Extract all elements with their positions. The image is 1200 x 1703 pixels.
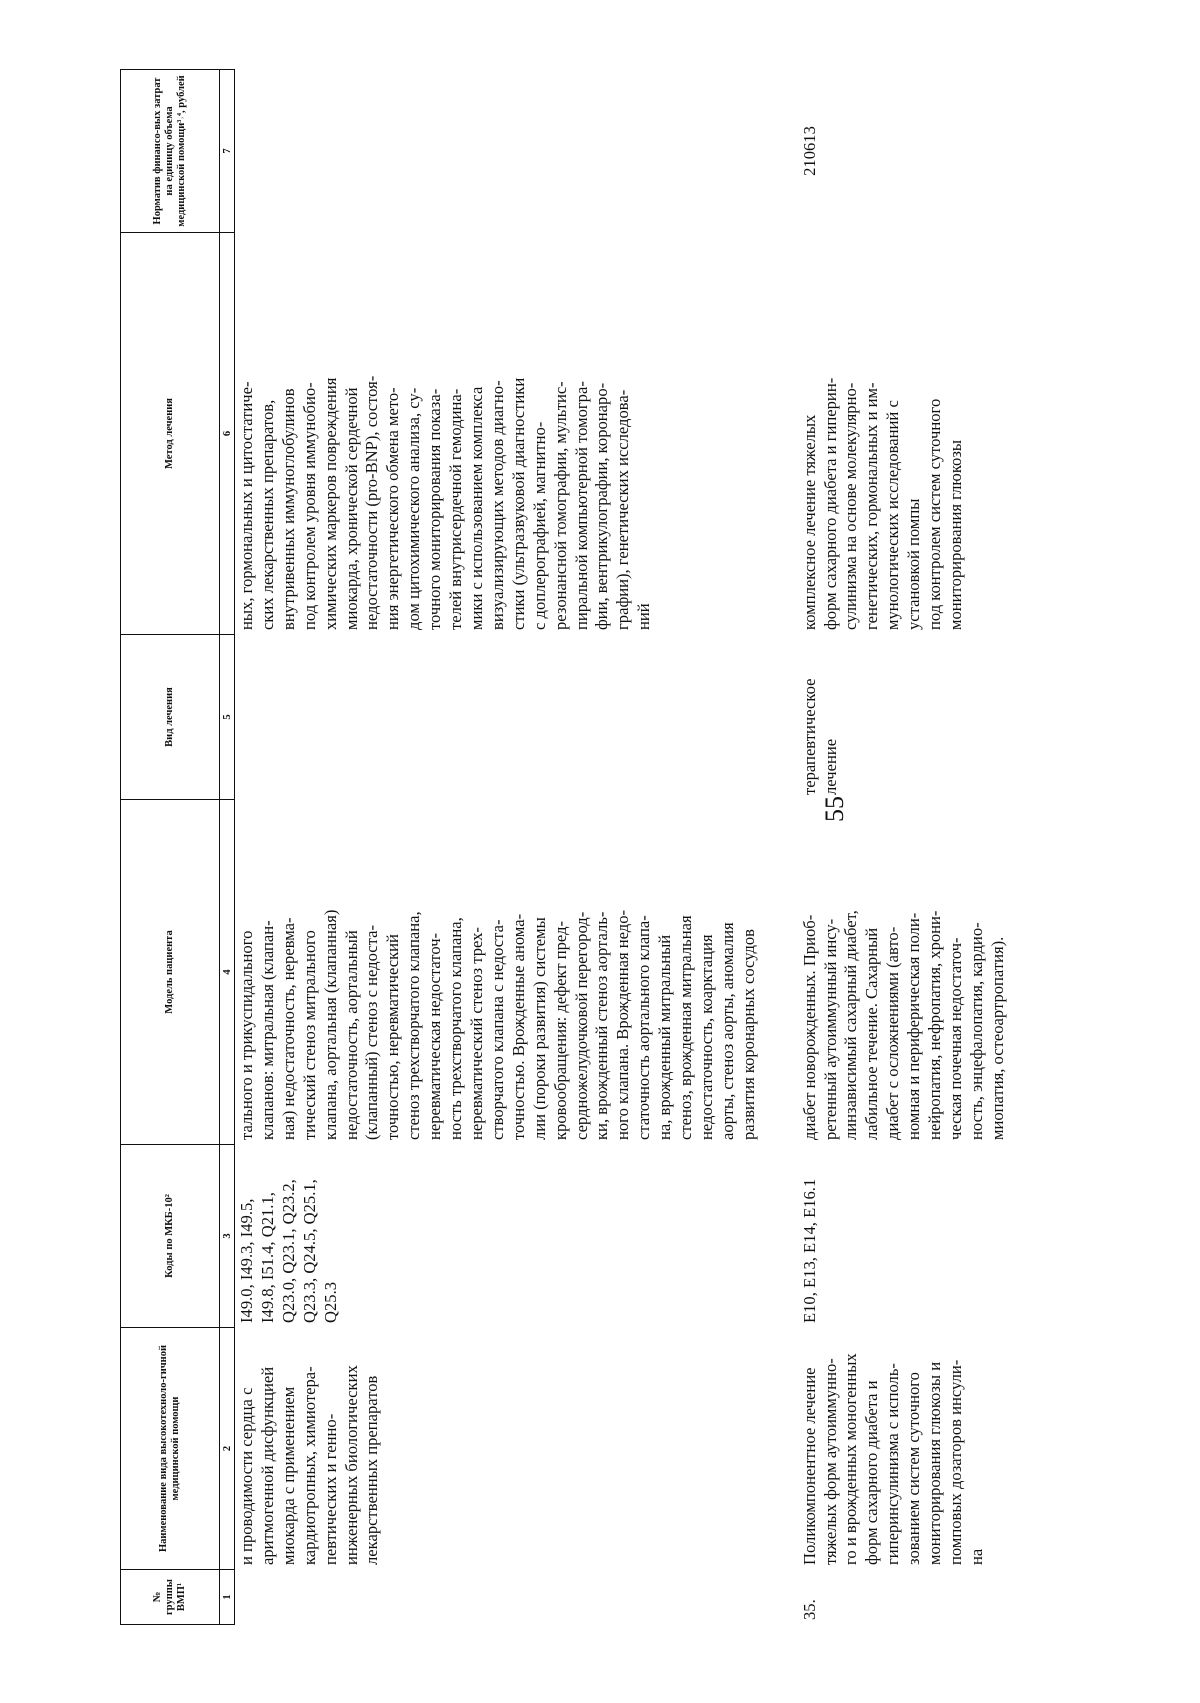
cell-text-line: недостаточность, аортальный [341,930,361,1140]
cell-text-line: ретенный аутоиммунный инсу- [820,918,840,1140]
column-number: 4 [220,800,235,1145]
cell-text-line: лии (пороки развития) системы [529,917,549,1140]
cell-text-line: установкой помпы [904,498,924,630]
cell-text-line: линзависимый сахарный диабет, [841,910,861,1140]
cell-text-line: неревматическая недостаточ- [425,932,445,1140]
cell-text-line: диабет с осложнениями (авто- [883,926,903,1140]
cell-text-line: химических маркеров повреждения [320,377,340,630]
cell-text-line: генетических, гормональных и им- [862,382,882,630]
cell-text-line: миопатия, остеоартропатия). [987,936,1007,1140]
cell-text-line: ность трехстворчатого клапана, [446,917,466,1140]
table-header-row [121,70,220,1625]
cell-text-line: комплексное лечение тяжелых [799,414,819,630]
cell-text-line: кардиотропных, химиотера- [299,1366,319,1565]
treatment-type-cell [798,635,1009,800]
column-number: 6 [220,233,235,635]
cell-text-line: развития коронарных сосудов [738,928,758,1140]
treatment-method-cell [798,233,1009,635]
cell-text-line: ния энергетического обмена мето- [383,387,403,630]
cost-norm-cell [235,70,760,233]
cell-text-line: певтических и генно- [320,1413,340,1565]
cell-text-line: статочность аортального клапа- [634,915,654,1140]
column-number: 1 [220,1570,235,1625]
cell-text-line: нейропатия, нефропатия, хрони- [925,910,945,1140]
cell-text-line: фии, вентрикулографии, коронаро- [592,382,612,630]
cell-text-line: форм сахарного диабета и [862,1380,882,1565]
header-cost-norm: Норматив финансо-вых затрат на единицу объема медицинской помощи³˒⁴, рублей [121,70,220,233]
cell-text-line: ческая почечная недостаточ- [946,937,965,1140]
treatment-method-cell [235,233,760,635]
cell-text-line: створчатого клапана с недоста- [487,919,507,1140]
cell-text-line: терапевтическое [799,678,819,795]
cell-text-line: миокарда с применением [278,1386,298,1565]
row-gap [760,70,798,1625]
cell-text-line: зованием систем суточного [904,1372,924,1565]
column-number: 2 [220,1328,235,1570]
cell-text-line: Q23.3, Q24.5, Q25.1, [299,1179,319,1323]
cell-text-line: клапанов: митральная (клапан- [257,920,277,1140]
cell-text-line: Поликомпонентное лечение [799,1367,819,1565]
group-number-cell [798,1570,1009,1625]
header-vmp-name: Наименование вида высокотехноло-гичной медицинской помощи [121,1328,220,1570]
table-body [235,70,1009,1625]
cell-text-line: клапана, аортальная (клапанная) [320,909,340,1140]
patient-model-cell [798,800,1009,1145]
cell-text-line: стеноз, врожденная митральная [676,915,696,1140]
cell-text-line: I49.0, I49.3, I49.5, [237,1198,256,1323]
cost-norm-cell [798,70,1009,233]
header-icd-codes: Коды по МКБ-10² [121,1145,220,1328]
cell-text-line: под контролем систем суточного [925,398,945,630]
cell-text: 210613 [799,126,819,176]
cell-text-line: ки, врожденный стеноз аорталь- [592,911,612,1140]
cell-text-line: дом цитохимического анализа, су- [404,387,424,630]
cell-text-line: форм сахарного диабета и гиперин- [820,377,840,630]
cell-text-line: аорты, стеноз аорты, аномалия [717,922,737,1140]
cell-text-line: стики (ультразвуковой диагностики [508,377,528,630]
cell-text-line: стеноз трехстворчатого клапана, [404,911,424,1140]
icd-codes-cell [798,1145,1009,1328]
column-number-row [220,70,235,1625]
cell-text-line: I49.8, I51.4, Q21.1, [257,1192,277,1323]
cell-text-line: под контролем уровня иммунобио- [299,382,319,630]
cell-text-line: ских лекарственных препаратов, [257,399,277,630]
cell-text-line: на [966,1548,986,1565]
vmp-name-cell [798,1328,1009,1570]
cell-text-line: сердножелудочковой перегород- [571,911,591,1140]
page-number: 55 [820,796,849,822]
cell-text-line: го и врожденных моногенных [841,1353,861,1565]
cell-text-line: лабильное течение. Сахарный [862,927,882,1140]
cell-text-line: ность, энцефалопатия, кардио- [966,922,986,1140]
rotated-table-page [120,70,1200,1625]
header-group-number: № группы ВМП¹ [121,1570,220,1625]
cell-text-line: тяжелых форм аутоиммунно- [820,1358,840,1565]
header-treatment-type: Вид лечения [121,635,220,800]
cell-text-line: миокарда, хронической сердечной [341,387,361,630]
cell-text-line: неревматический стеноз трех- [466,927,486,1140]
cell-text-line: Q25.3 [320,1281,340,1323]
cell-text: 35. [799,1599,819,1620]
group-number-cell [235,1570,760,1625]
vmp-name-cell [235,1328,760,1570]
header-patient-model: Модель пациента [121,800,220,1145]
cell-text-line: на, врожденный митральный [655,934,675,1140]
cell-text-line: тального и трикуспидального [237,930,256,1140]
cell-text-line: инженерных биологических [341,1365,361,1565]
vmp-table [120,69,1009,1625]
cell-text-line: недостаточность, коарктация [696,934,716,1140]
cell-text-line: мунологических исследований с [883,400,903,630]
cell-text-line: сулинизма на основе молекулярно- [841,382,861,630]
cell-text-line: помповых дозаторов инсули- [946,1359,965,1565]
cell-text-line: мики с использованием комплекса [466,386,486,630]
cell-text-line: визуализирующих методов диагно- [487,380,507,630]
cell-text-line: мониторирования глюкозы [946,439,965,630]
cell-text-line: недостаточности (pro-BNP), состоя- [362,375,382,630]
cell-text-line: E10, E13, E14, E16.1 [799,1178,819,1323]
cell-text-line: гиперинсулинизма с исполь- [883,1363,903,1565]
cell-text-line: лекарственных препаратов [362,1375,382,1565]
cell-text-line: точностью. Врожденные анома- [508,913,528,1140]
patient-model-cell [235,800,760,1145]
cell-text-line: ная) недостаточность, неревма- [278,917,298,1140]
cell-text-line: графии), генетических исследова- [613,389,633,630]
column-number: 7 [220,70,235,233]
cell-text-line: телей внутрисердечной гемодина- [446,388,466,630]
cell-text-line: Q23.0, Q23.1, Q23.2, [278,1179,298,1323]
cell-text-line: лечение [820,738,840,795]
cell-text-line: кровообращения: дефект пред- [550,920,570,1140]
header-treatment-method: Метод лечения [121,233,220,635]
column-number: 5 [220,635,235,800]
cell-text-line: (клапанный) стеноз с недоста- [362,925,382,1140]
cell-text-line: резонансной томографии, мультис- [550,381,570,630]
icd-codes-cell [235,1145,760,1328]
table-row [798,70,1009,1625]
table-row [235,70,760,1625]
cell-text-line: диабет новорожденных. Приоб- [799,914,819,1140]
cell-text-line: точностью, неревматический [383,934,403,1140]
cell-text-line: мониторирования глюкозы и [925,1361,945,1565]
cell-text-line: с доплерографией, магнитно- [529,421,549,630]
cell-text-line: и проводимости сердца с [237,1387,256,1565]
cell-text-line: аритмогенной дисфункцией [257,1366,277,1565]
treatment-type-cell [235,635,760,800]
cell-text-line: ных, гормональных и цитостатиче- [237,381,256,630]
cell-text-line: пиральной компьютерной томогра- [571,381,591,630]
column-number: 3 [220,1145,235,1328]
cell-text-line: внутривенных иммуноглобулинов [278,388,298,630]
cell-text-line: тический стеноз митрального [299,930,319,1140]
cell-text-line: ного клапана. Врожденная недо- [613,909,633,1140]
cell-text-line: точного мониторирования показа- [425,388,445,630]
cell-text-line: номная и периферическая поли- [904,912,924,1140]
cell-text-line: ний [634,603,654,630]
